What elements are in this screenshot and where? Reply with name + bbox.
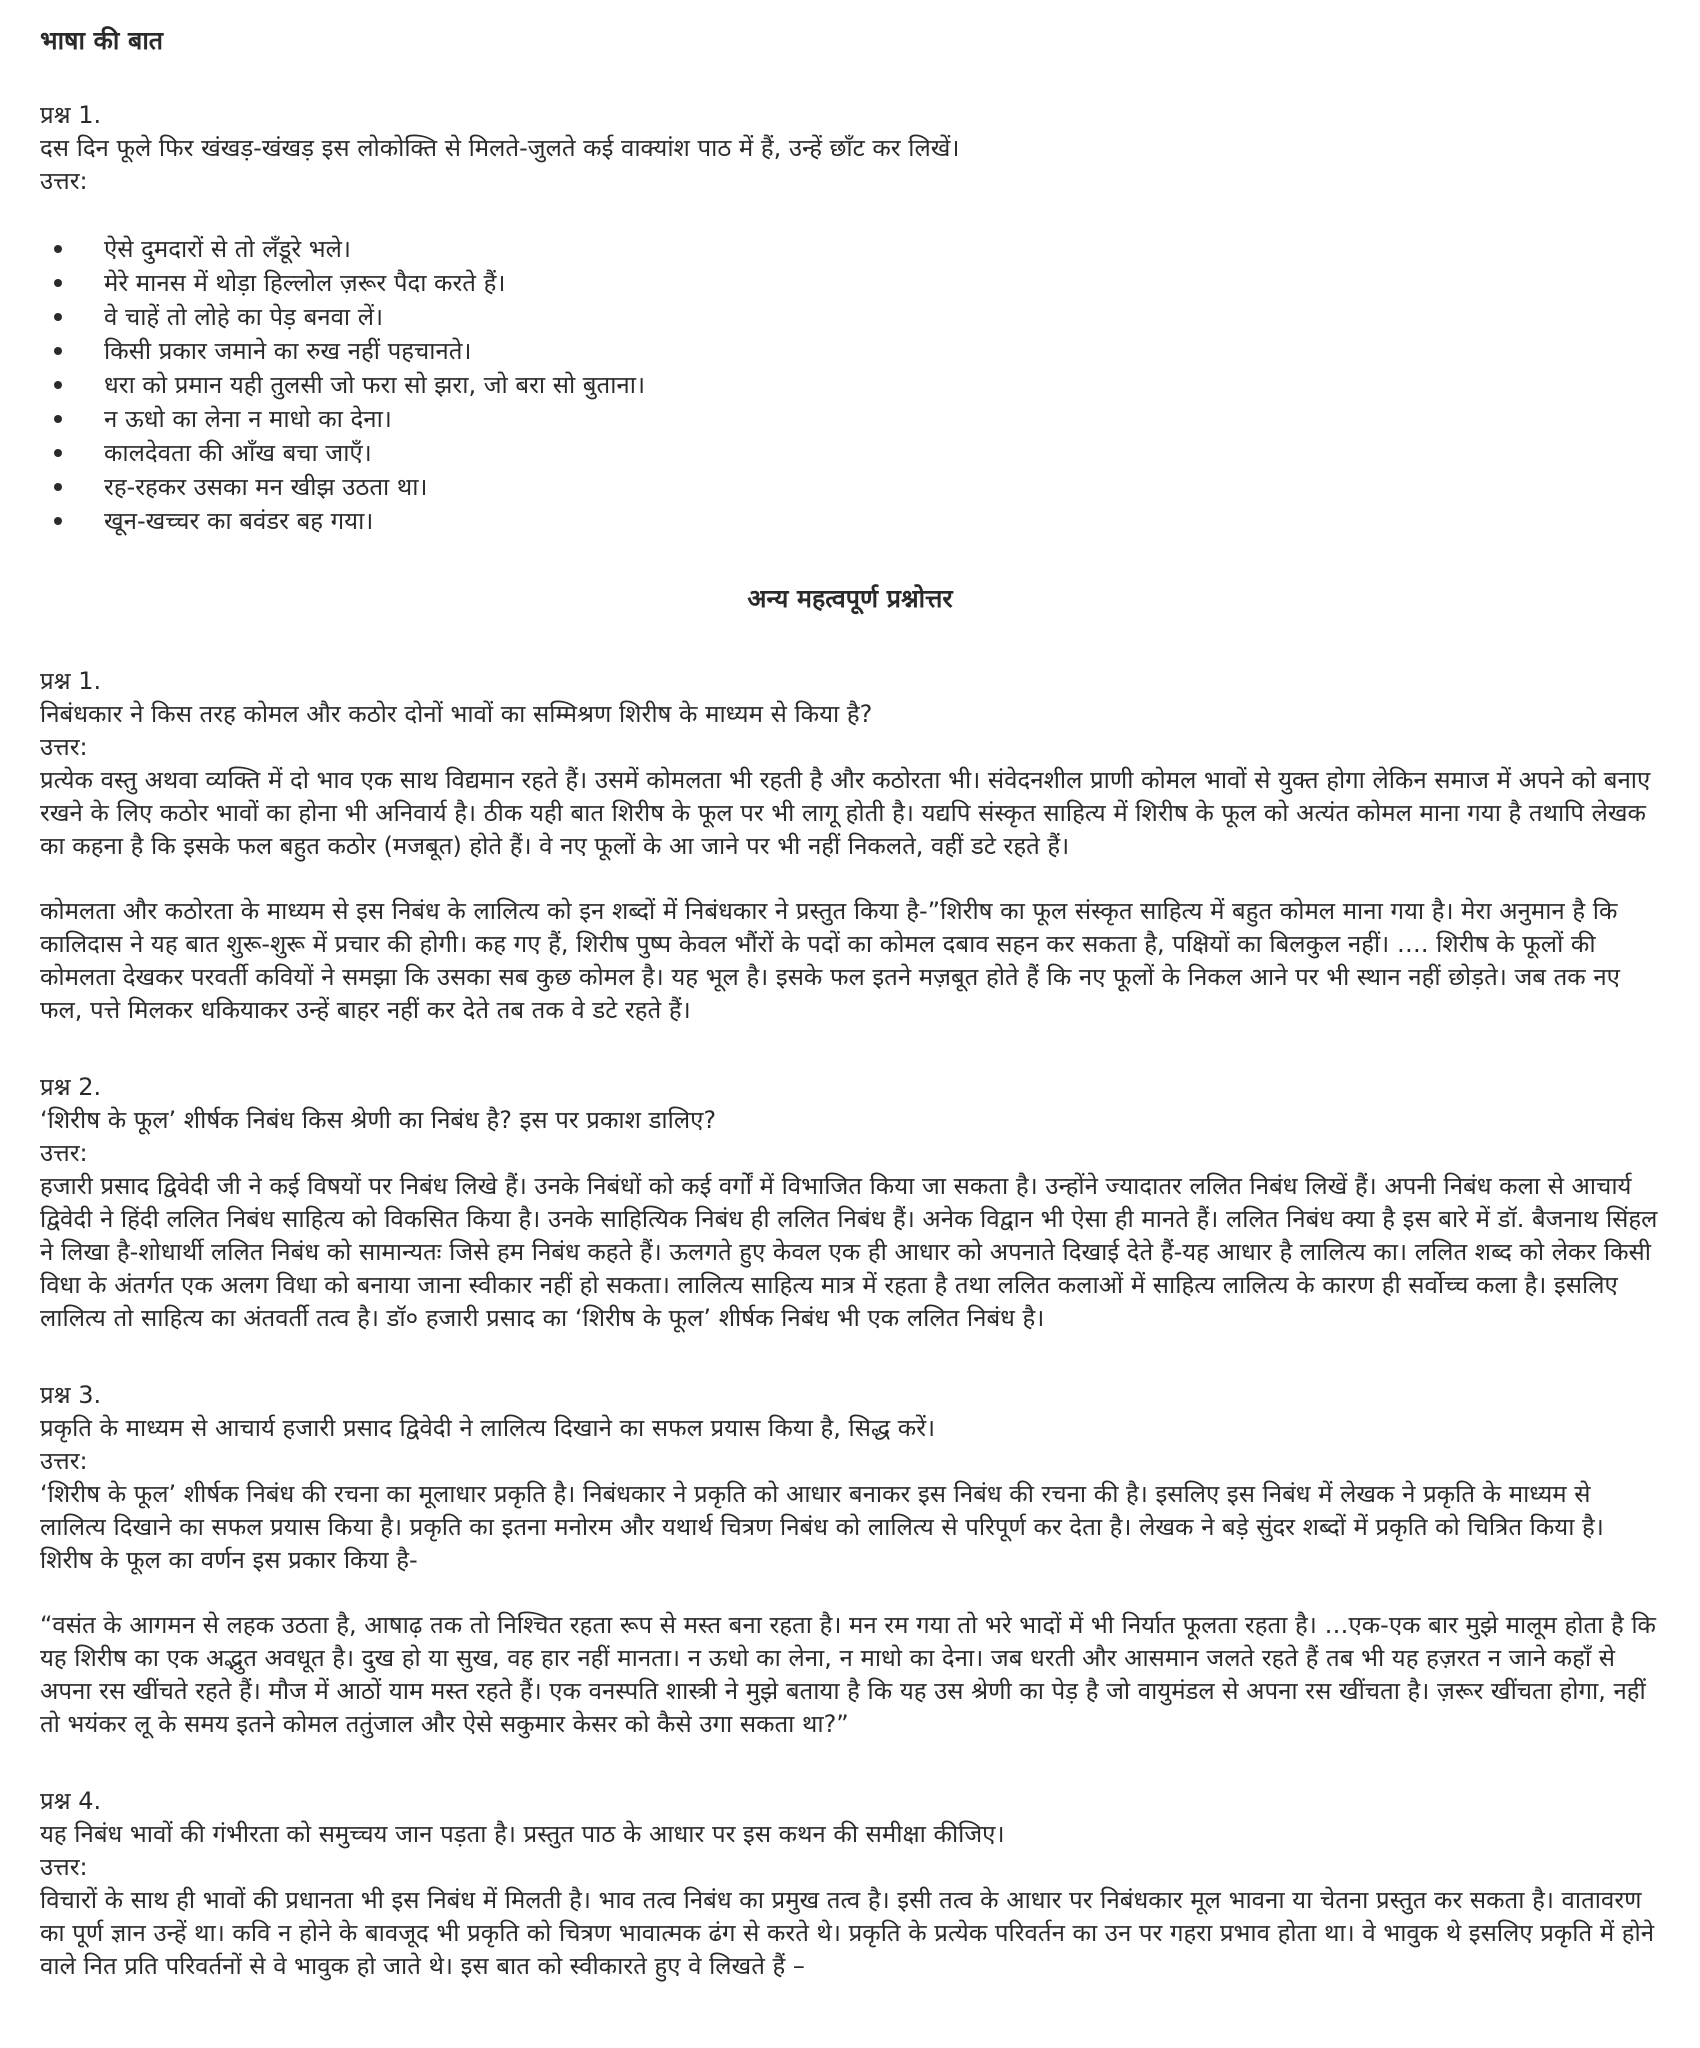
- question-block-2: [40, 1071, 1660, 1335]
- question-label: प्रश्न 1.: [40, 667, 102, 695]
- question-label: प्रश्न 3.: [40, 1381, 102, 1409]
- answer-list: [40, 232, 1660, 538]
- question-block-4: [40, 1785, 1660, 1983]
- answer-paragraph: ‘शिरीष के फूल’ शीर्षक निबंध की रचना का मूलाधार प्रकृति है। निबंधकार ने प्रकृति को आधार बनाकर इस निबंध की रचना की है। इसलिए इस निबंध में लेखक ने प्रकृति के माध्यम से लालित्य दिखाने का सफल प्रयास किया है। प्रकृति का इतना मनोरम और यथार्थ चित्रण निबंध को लालित्य से परिपूर्ण कर देता है। लेखक ने बड़े सुंदर शब्दों में प्रकृति को चित्रित किया है। शिरीष के फूल का वर्णन इस प्रकार किया है-: [40, 1480, 1604, 1574]
- question-text: प्रकृति के माध्यम से आचार्य हजारी प्रसाद द्विवेदी ने लालित्य दिखाने का सफल प्रयास किया है, सिद्ध करें।: [40, 1414, 936, 1442]
- list-item-text: मेरे मानस में थोड़ा हिल्लोल ज़रूर पैदा करते हैं।: [104, 269, 506, 297]
- bullet-icon: [54, 245, 62, 253]
- bullet-icon: [54, 347, 62, 355]
- list-item: [40, 300, 1660, 334]
- list-item-text: कालदेवता की आँख बचा जाएँ।: [104, 439, 372, 467]
- document-page: [40, 24, 1660, 2027]
- list-item-text: धरा को प्रमान यही तुलसी जो फरा सो झरा, जो बरा सो बुताना।: [104, 371, 646, 399]
- bullet-icon: [54, 517, 62, 525]
- bullet-icon: [54, 313, 62, 321]
- answer-label: उत्तर:: [40, 1139, 88, 1167]
- list-item: [40, 504, 1660, 538]
- question-label: प्रश्न 1.: [40, 101, 102, 129]
- question-label: प्रश्न 2.: [40, 1073, 102, 1101]
- list-item: [40, 334, 1660, 368]
- list-item: [40, 436, 1660, 470]
- language-question-1: [40, 99, 1660, 538]
- bullet-icon: [54, 483, 62, 491]
- question-text: दस दिन फूले फिर खंखड़-खंखड़ इस लोकोक्ति से मिलते-जुलते कई वाक्यांश पाठ में हैं, उन्हें छाँट कर लिखें।: [40, 134, 960, 162]
- answer-paragraph: हजारी प्रसाद द्विवेदी जी ने कई विषयों पर निबंध लिखे हैं। उनके निबंधों को कई वर्गों में विभाजित किया जा सकता है। उन्होंने ज्यादातर ललित निबंध लिखें हैं। अपनी निबंध कला से आचार्य द्विवेदी ने हिंदी ललित निबंध साहित्य को विकसित किया है। उनके साहित्यिक निबंध ही ललित निबंध हैं। अनेक विद्वान भी ऐसा ही मानते हैं। ललित निबंध क्या है इस बारे में डॉ. बैजनाथ सिंहल ने लिखा है-शोधार्थी ललित निबंध को सामान्यतः जिसे हम निबंध कहते हैं। ऊलगते हुए केवल एक ही आधार को अपनाते दिखाई देते हैं-यह आधार है लालित्य का। ललित शब्द को लेकर किसी विधा के अंतर्गत एक अलग विधा को बनाया जाना स्वीकार नहीं हो सकता। लालित्य साहित्य मात्र में रहता है तथा ललित कलाओं में साहित्य लालित्य के कारण ही सर्वोच्च कला है। इसलिए लालित्य तो साहित्य का अंतवर्ती तत्व है। डॉ० हजारी प्रसाद का ‘शिरीष के फूल’ शीर्षक निबंध भी एक ललित निबंध है।: [40, 1172, 1658, 1332]
- question-text: ‘शिरीष के फूल’ शीर्षक निबंध किस श्रेणी का निबंध है? इस पर प्रकाश डालिए?: [40, 1106, 717, 1134]
- list-item-text: किसी प्रकार जमाने का रुख नहीं पहचानते।: [104, 337, 472, 365]
- question-block-3: [40, 1379, 1660, 1741]
- list-item-text: खून-खच्चर का बवंडर बह गया।: [104, 507, 374, 535]
- list-item-text: न ऊधो का लेना न माधो का देना।: [104, 405, 392, 433]
- answer-label: उत्तर:: [40, 1447, 88, 1475]
- list-item-text: ऐसे दुमदारों से तो लँडूरे भले।: [104, 235, 352, 263]
- answer-paragraph: कोमलता और कठोरता के माध्यम से इस निबंध के लालित्य को इन शब्दों में निबंधकार ने प्रस्तुत किया है-”शिरीष का फूल संस्कृत साहित्य में बहुत कोमल माना गया है। मेरा अनुमान है कि कालिदास ने यह बात शुरू-शुरू में प्रचार की होगी। कह गए हैं, शिरीष पुष्प केवल भौंरों के पदों का कोमल दबाव सहन कर सकता है, पक्षियों का बिलकुल नहीं। …. शिरीष के फूलों की कोमलता देखकर परवर्ती कवियों ने समझा कि उसका सब कुछ कोमल है। यह भूल है। इसके फल इतने मज़बूत होते हैं कि नए फूलों के निकल आने पर भी स्थान नहीं छोड़ते। जब तक नए फल, पत्ते मिलकर धकियाकर उन्हें बाहर नहीं कर देते तब तक वे डटे रहते हैं।: [40, 897, 1620, 1024]
- question-block-1: [40, 665, 1660, 1027]
- list-item: [40, 266, 1660, 300]
- question-label: प्रश्न 4.: [40, 1787, 102, 1815]
- answer-paragraph: विचारों के साथ ही भावों की प्रधानता भी इस निबंध में मिलती है। भाव तत्व निबंध का प्रमुख तत्व है। इसी तत्व के आधार पर निबंधकार मूल भावना या चेतना प्रस्तुत कर सकता है। वातावरण का पूर्ण ज्ञान उन्हें था। कवि न होने के बावजूद भी प्रकृति को चित्रण भावात्मक ढंग से करते थे। प्रकृति के प्रत्येक परिवर्तन का उन पर गहरा प्रभाव होता था। वे भावुक थे इसलिए प्रकृति में होने वाले नित प्रति परिवर्तनों से वे भावुक हो जाते थे। इस बात को स्वीकारते हुए वे लिखते हैं –: [40, 1886, 1655, 1980]
- quote-paragraph: “वसंत के आगमन से लहक उठता है, आषाढ़ तक तो निश्चित रहता रूप से मस्त बना रहता है। मन रम गया तो भरे भादों में भी निर्यात फूलता रहता है। …एक-एक बार मुझे मालूम होता है कि यह शिरीष का एक अद्भुत अवधूत है। दुख हो या सुख, वह हार नहीं मानता। न ऊधो का लेना, न माधो का देना। जब धरती और आसमान जलते रहते हैं तब भी यह हज़रत न जाने कहाँ से अपना रस खींचते रहते हैं। मौज में आठों याम मस्त रहते हैं। एक वनस्पति शास्त्री ने मुझे बताया है कि यह उस श्रेणी का पेड़ है जो वायुमंडल से अपना रस खींचता है। ज़रूर खींचता होगा, नहीं तो भयंकर लू के समय इतने कोमल ततुंजाल और ऐसे सकुमार केसर को कैसे उगा सकता था?”: [40, 1611, 1656, 1738]
- list-item: [40, 402, 1660, 436]
- list-item-text: रह-रहकर उसका मन खीझ उठता था।: [104, 473, 428, 501]
- section-heading: भाषा की बात: [40, 26, 164, 55]
- answer-label: उत्तर:: [40, 167, 88, 195]
- bullet-icon: [54, 449, 62, 457]
- bullet-icon: [54, 279, 62, 287]
- list-item: [40, 470, 1660, 504]
- bullet-icon: [54, 415, 62, 423]
- list-item: [40, 368, 1660, 402]
- other-questions-heading: अन्य महत्वपूर्ण प्रश्नोत्तर: [747, 584, 953, 613]
- answer-paragraph: प्रत्येक वस्तु अथवा व्यक्ति में दो भाव एक साथ विद्यमान रहते हैं। उसमें कोमलता भी रहती है और कठोरता भी। संवेदनशील प्राणी कोमल भावों से युक्त होगा लेकिन समाज में अपने को बनाए रखने के लिए कठोर भावों का होना भी अनिवार्य है। ठीक यही बात शिरीष के फूल पर भी लागू होती है। यद्यपि संस्कृत साहित्य में शिरीष के फूल को अत्यंत कोमल माना गया है तथापि लेखक का कहना है कि इसके फल बहुत कठोर (मजबूत) होते हैं। वे नए फूलों के आ जाने पर भी नहीं निकलते, वहीं डटे रहते हैं।: [40, 766, 1651, 860]
- answer-label: उत्तर:: [40, 733, 88, 761]
- answer-label: उत्तर:: [40, 1853, 88, 1881]
- question-text: यह निबंध भावों की गंभीरता को समुच्चय जान पड़ता है। प्रस्तुत पाठ के आधार पर इस कथन की समीक्षा कीजिए।: [40, 1820, 1005, 1848]
- list-item: [40, 232, 1660, 266]
- list-item-text: वे चाहें तो लोहे का पेड़ बनवा लें।: [104, 303, 384, 331]
- bullet-icon: [54, 381, 62, 389]
- question-text: निबंधकार ने किस तरह कोमल और कठोर दोनों भावों का सम्मिश्रण शिरीष के माध्यम से किया है?: [40, 700, 873, 728]
